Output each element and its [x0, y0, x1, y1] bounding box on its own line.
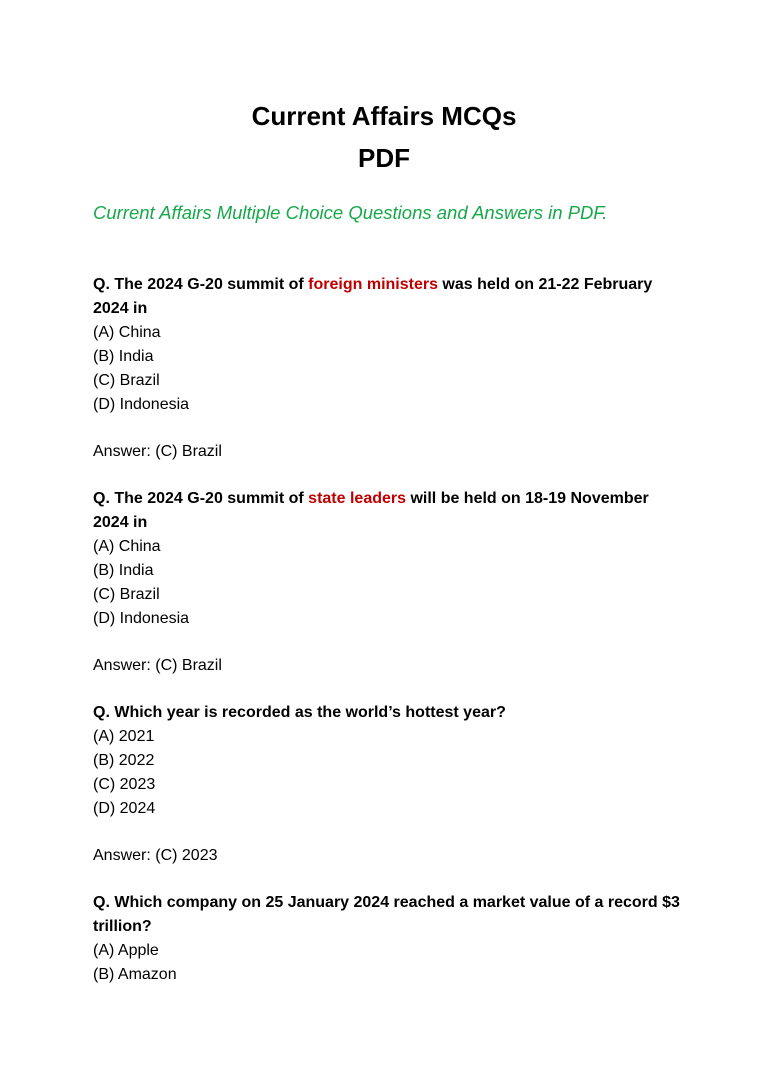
option-b: (B) Amazon	[93, 966, 177, 983]
question-highlight: state leaders	[308, 490, 407, 507]
option-a: (A) Apple	[93, 942, 159, 959]
question-text-line2: 2024 in	[93, 514, 148, 531]
question-block-3	[93, 701, 693, 821]
question-text-line2: 2024 in	[93, 300, 148, 317]
question-text-part: Q. The 2024 G-20 summit of	[93, 490, 309, 507]
option-d: (D) Indonesia	[93, 610, 190, 627]
question-text-part: will be held on 18-19 November	[406, 490, 649, 507]
option-d: (D) Indonesia	[93, 396, 190, 413]
question-text-line2: trillion?	[93, 918, 152, 935]
option-c: (C) 2023	[93, 776, 156, 793]
option-b: (B) India	[93, 562, 154, 579]
option-b: (B) India	[93, 348, 154, 365]
answer-3: Answer: (C) 2023	[93, 847, 218, 864]
option-d: (D) 2024	[93, 800, 156, 817]
question-text	[93, 487, 693, 511]
option-a: (A) 2021	[93, 728, 155, 745]
question-text	[93, 273, 693, 297]
question-text-part: was held on 21-22 February	[437, 276, 653, 293]
question-block-1	[93, 273, 693, 417]
document-title-line2: PDF	[358, 143, 410, 173]
option-a: (A) China	[93, 538, 161, 555]
document-subtitle: Current Affairs Multiple Choice Questions and Answers in PDF.	[93, 202, 608, 223]
answer-1: Answer: (C) Brazil	[93, 443, 222, 460]
question-text-part: Q. The 2024 G-20 summit of	[93, 276, 309, 293]
document-title-line1: Current Affairs MCQs	[251, 101, 517, 131]
question-text: Q. Which company on 25 January 2024 reached a market value of a record $3	[93, 894, 680, 911]
option-b: (B) 2022	[93, 752, 155, 769]
option-c: (C) Brazil	[93, 586, 160, 603]
option-c: (C) Brazil	[93, 372, 160, 389]
answer-2: Answer: (C) Brazil	[93, 657, 222, 674]
question-block-2	[93, 487, 693, 631]
question-text: Q. Which year is recorded as the world’s hottest year?	[93, 704, 506, 721]
question-block-4	[93, 891, 693, 987]
question-highlight: foreign ministers	[308, 276, 438, 293]
option-a: (A) China	[93, 324, 161, 341]
